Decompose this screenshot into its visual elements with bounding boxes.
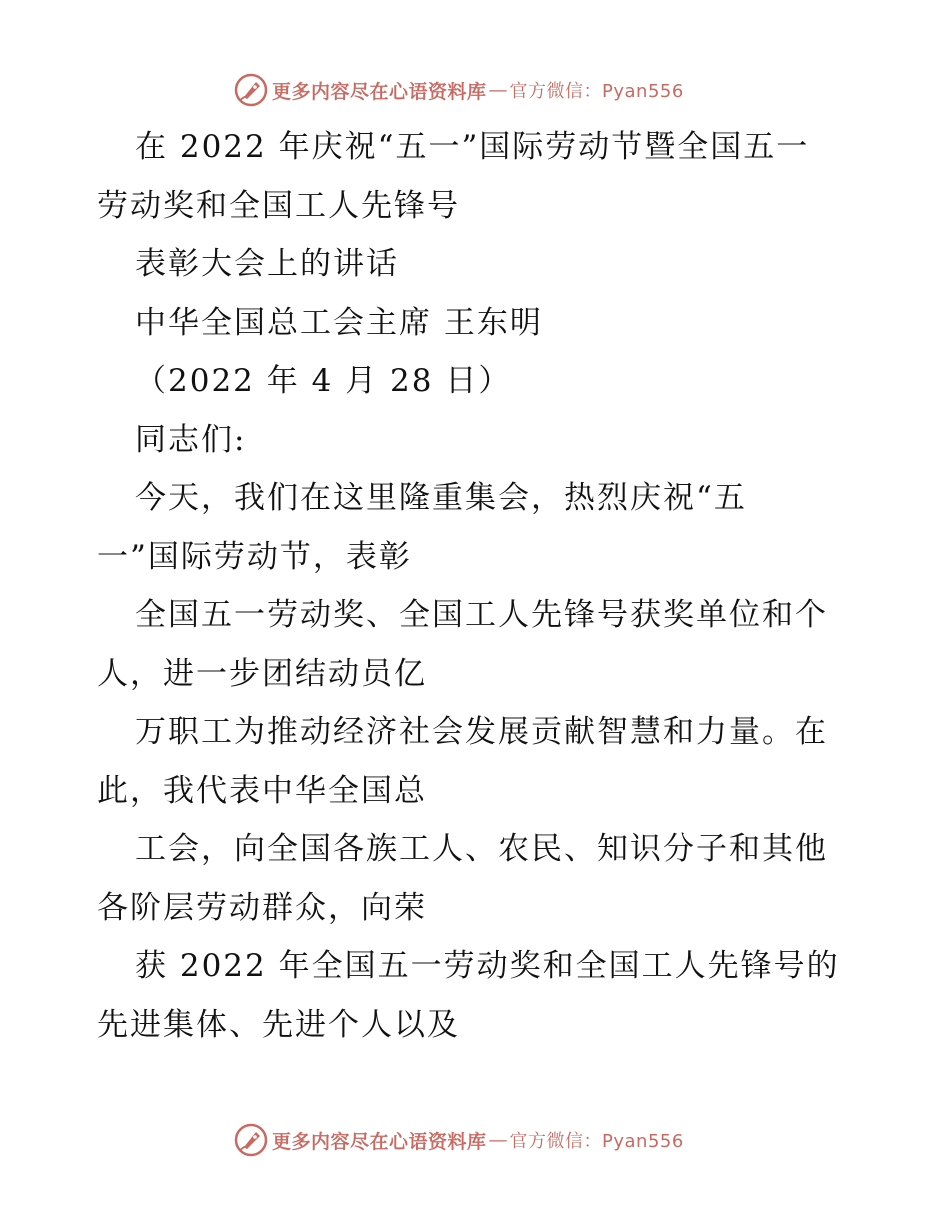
watermark-dash: — xyxy=(488,1129,508,1151)
paragraph-line: 今天，我们在这里隆重集会，热烈庆祝“五 xyxy=(135,480,747,516)
paragraph-line: 获 2022 年全国五一劳动奖和全国工人先锋号的 xyxy=(135,948,840,984)
header-watermark xyxy=(234,72,684,108)
pen-nib-logo-icon xyxy=(234,73,268,107)
title-line-2: 劳动奖和全国工人先锋号 xyxy=(97,187,460,224)
paragraph-line: 人，进一步团结动员亿 xyxy=(97,655,427,692)
title-line-1: 在 2022 年庆祝“五一”国际劳动节暨全国五一 xyxy=(135,129,810,165)
paragraph-line: 万职工为推动经济社会发展贡献智慧和力量。在 xyxy=(135,714,828,750)
pen-nib-logo-icon xyxy=(234,1123,268,1157)
watermark-wechat-text: 官方微信：Pyan556 xyxy=(509,1131,684,1152)
speaker-line: 中华全国总工会主席 王东明 xyxy=(135,304,543,341)
title-line-3: 表彰大会上的讲话 xyxy=(135,246,399,282)
watermark-wechat-text: 官方微信：Pyan556 xyxy=(509,81,684,102)
watermark-dash: — xyxy=(488,79,508,101)
watermark-site-text: 更多内容尽在心语资料库 xyxy=(272,80,487,103)
paragraph-line: 一”国际劳动节，表彰 xyxy=(97,538,412,575)
paragraph-line: 全国五一劳动奖、全国工人先锋号获奖单位和个 xyxy=(135,597,828,633)
paragraph-line: 此，我代表中华全国总 xyxy=(97,772,427,809)
paragraph-line: 先进集体、先进个人以及 xyxy=(97,1006,460,1043)
footer-watermark xyxy=(234,1122,684,1158)
watermark-site-text: 更多内容尽在心语资料库 xyxy=(272,1130,487,1153)
date-line: （2022 年 4 月 28 日） xyxy=(135,363,512,399)
document-body xyxy=(97,118,857,1054)
salutation-line: 同志们: xyxy=(135,421,247,458)
paragraph-line: 工会，向全国各族工人、农民、知识分子和其他 xyxy=(135,831,828,867)
paragraph-line: 各阶层劳动群众，向荣 xyxy=(97,889,427,926)
